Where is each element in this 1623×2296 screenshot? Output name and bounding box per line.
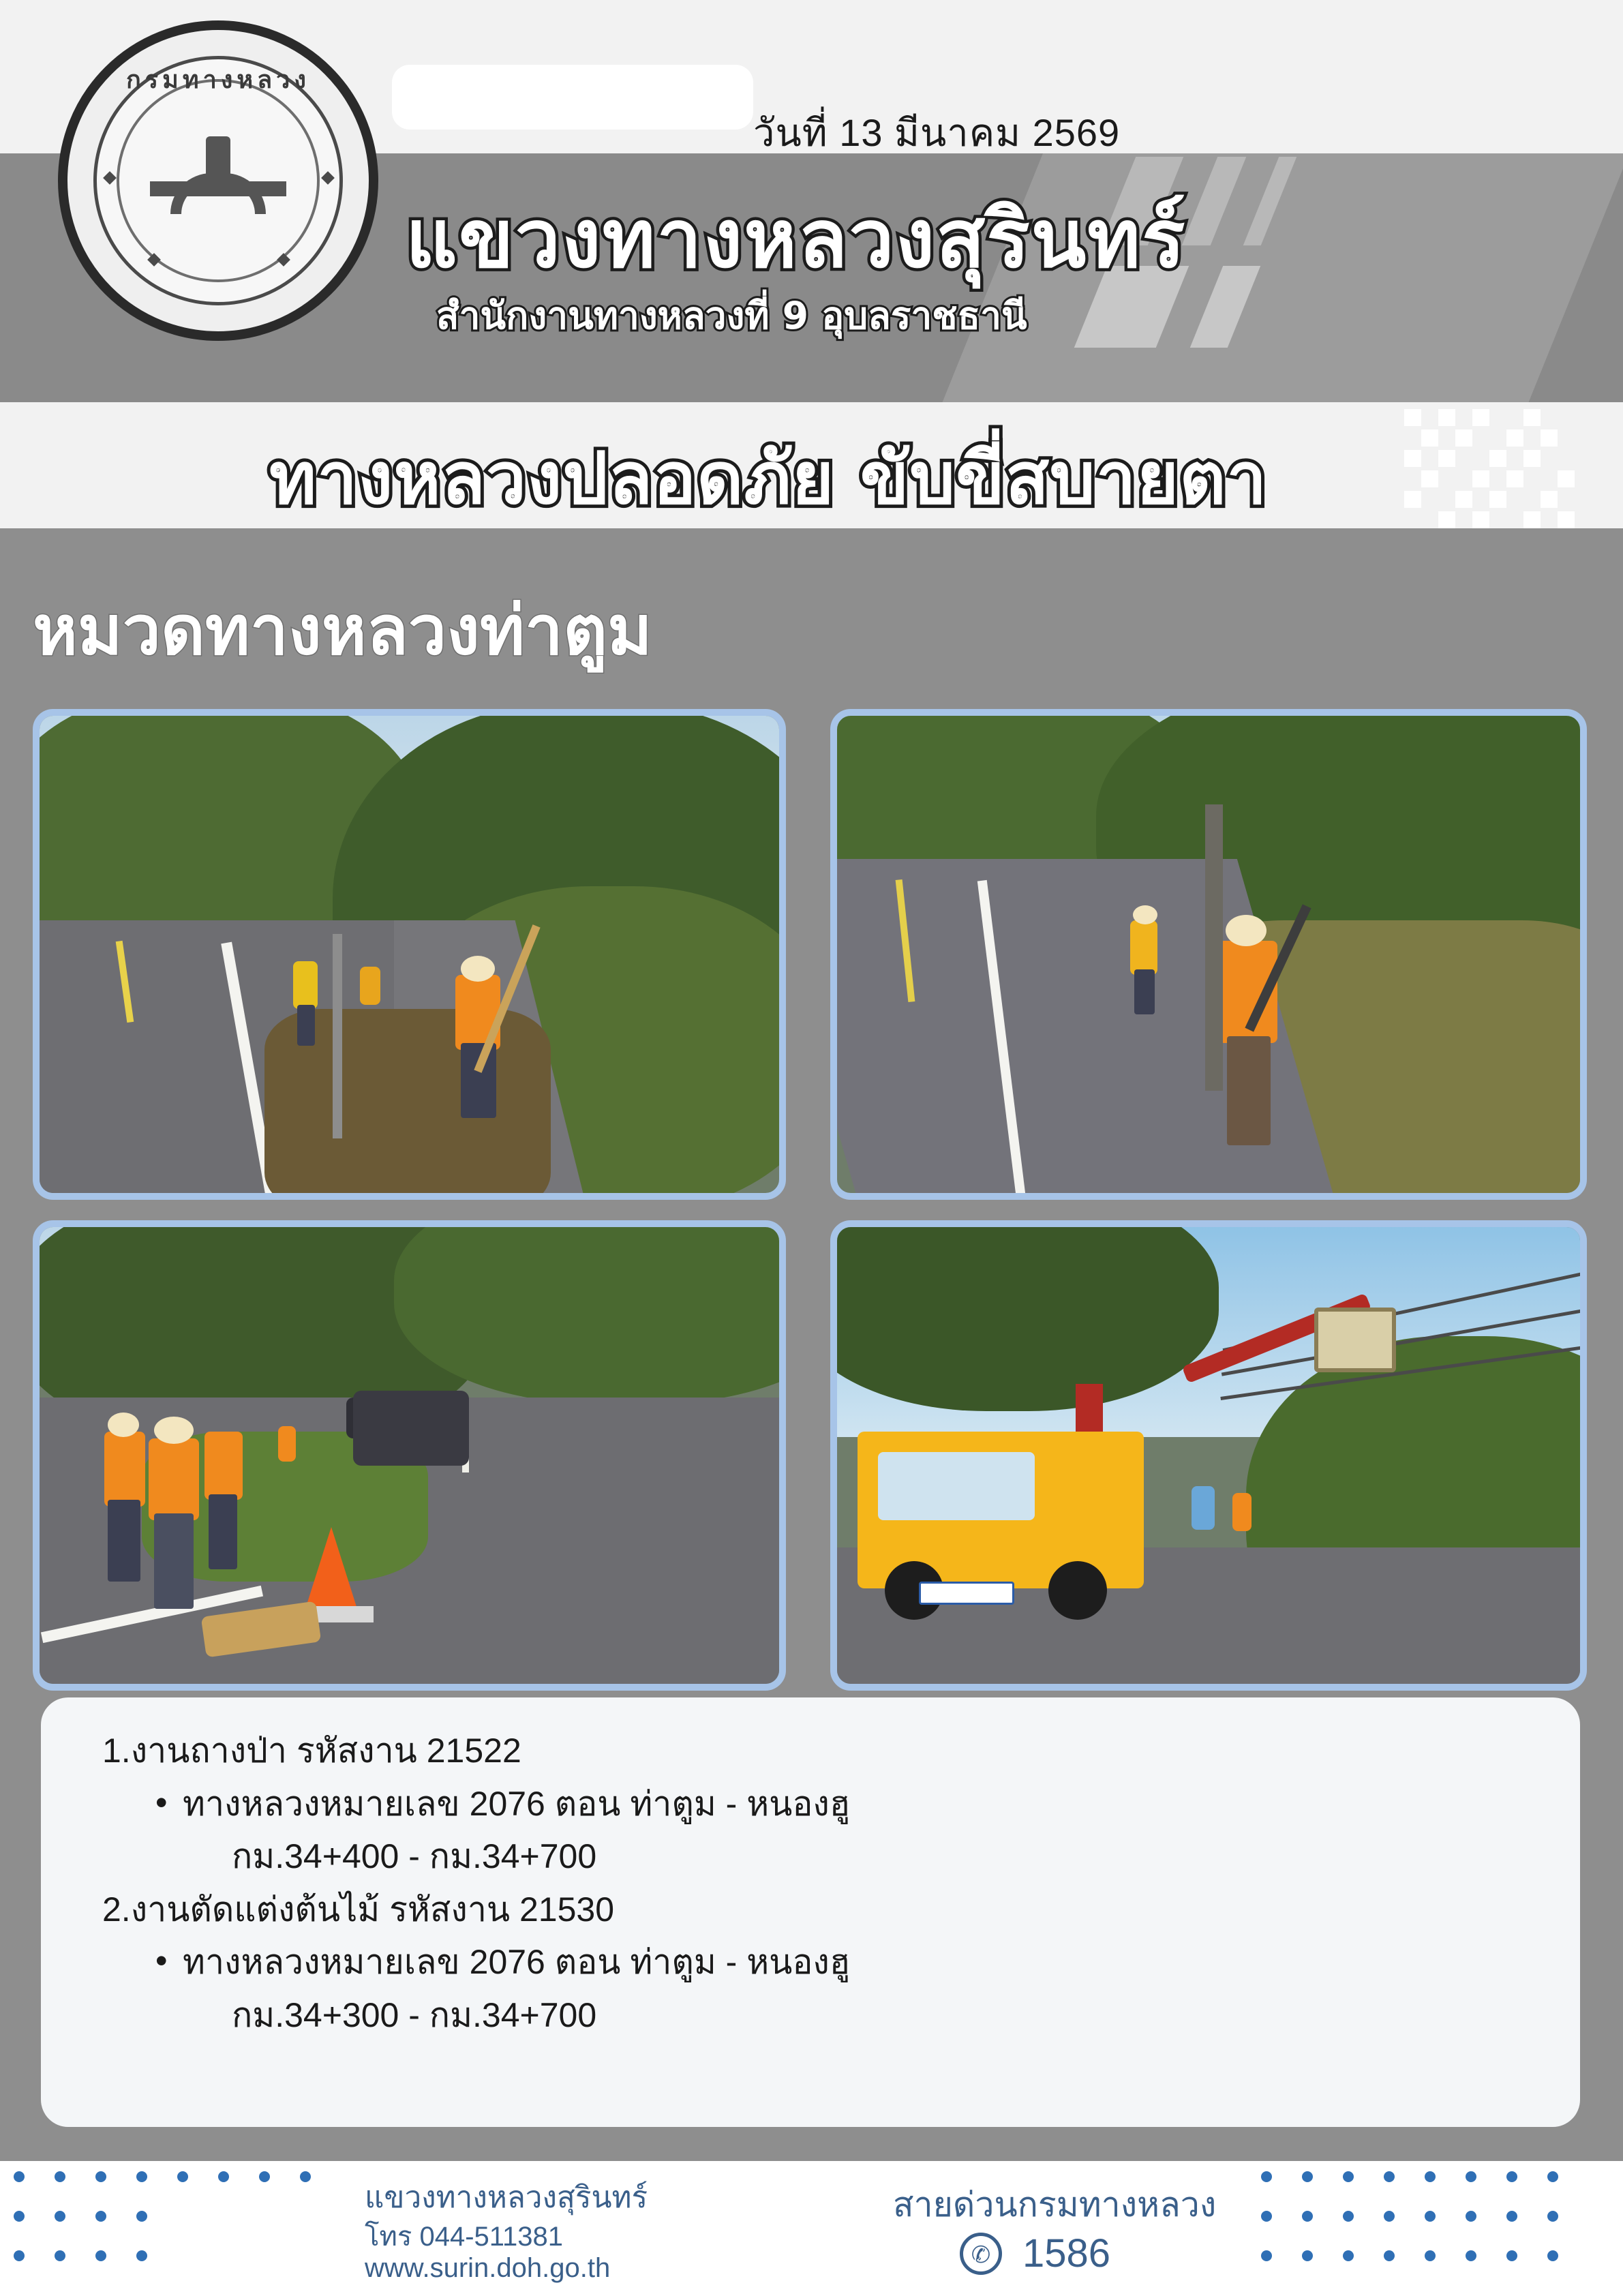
- photo-3-debris-cleanup: [33, 1220, 786, 1691]
- footer-dots-left: [14, 2171, 341, 2291]
- bridge-icon: [150, 132, 286, 214]
- organization-subtitle: สำนักงานทางหลวงที่ 9 อุบลราชธานี: [436, 294, 1027, 337]
- photo-1-brush-clearing: [33, 709, 786, 1200]
- qr-code-icon: [1404, 409, 1575, 535]
- doh-seal-logo: [58, 20, 378, 341]
- work-item-heading: 1.งานถางป่า รหัสงาน 21522: [102, 1732, 521, 1770]
- photo-2-tree-trimming: [830, 709, 1587, 1200]
- footer-telephone: โทร 044-511381: [365, 2222, 564, 2252]
- slogan-text: ทางหลวงปลอดภัย ขับขี่สบายตา: [269, 437, 1268, 520]
- date-pill: [392, 65, 753, 130]
- work-item-km: กม.34+400 - กม.34+700: [232, 1837, 597, 1875]
- work-item-route: • ทางหลวงหมายเลข 2076 ตอน ท่าตูม - หนองฮู: [151, 1936, 1500, 1989]
- footer-hotline-number: 1586: [1022, 2231, 1111, 2276]
- header-date: วันที่ 13 มีนาคม 2569: [753, 111, 1121, 154]
- photo-4-bucket-truck: [830, 1220, 1587, 1691]
- footer-office-name: แขวงทางหลวงสุรินทร์: [365, 2181, 648, 2214]
- footer-hotline-label: สายด่วนกรมทางหลวง: [893, 2186, 1217, 2224]
- work-item-heading: 2.งานตัดแต่งต้นไม้ รหัสงาน 21530: [102, 1890, 615, 1929]
- footer-website[interactable]: www.surin.doh.go.th: [365, 2253, 611, 2283]
- work-item-route: • ทางหลวงหมายเลข 2076 ตอน ท่าตูม - หนองฮู: [151, 1778, 1500, 1831]
- phone-icon: ✆: [960, 2233, 1002, 2275]
- work-item-km: กม.34+300 - กม.34+700: [232, 1995, 597, 2034]
- section-title: หมวดทางหลวงท่าตูม: [33, 590, 652, 670]
- seal-label: กรมทางหลวง: [126, 66, 310, 94]
- work-details-list: [102, 1725, 1500, 2042]
- organization-title: แขวงทางหลวงสุรินทร์: [406, 192, 1187, 286]
- footer-dots-right: [1261, 2171, 1616, 2291]
